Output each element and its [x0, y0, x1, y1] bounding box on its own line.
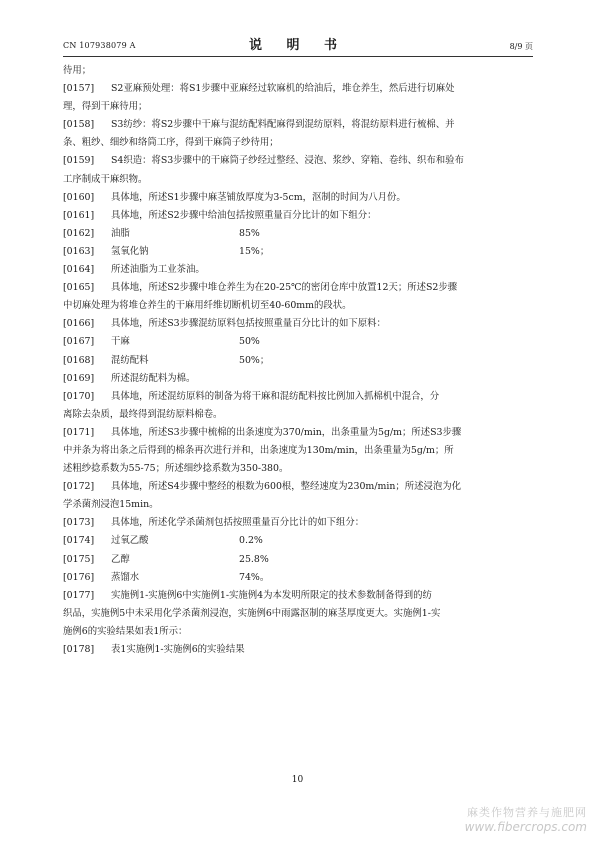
component-row	[63, 243, 535, 261]
paragraph	[63, 388, 535, 406]
paragraph-number: [0163]	[63, 245, 95, 257]
paragraph-continuation	[63, 605, 535, 623]
paragraph-number: [0176]	[63, 571, 95, 583]
patent-number: CN 107938079 A	[63, 41, 136, 50]
paragraph-number: [0169]	[63, 372, 95, 384]
paragraph-number: [0165]	[63, 282, 95, 294]
paragraph-text: 具体地，所述S3步骤中梳棉的出条速度为370/min，出条重量为5g/m；所述S3步骤	[111, 426, 462, 438]
paragraph	[63, 152, 535, 170]
component-row	[63, 352, 535, 370]
paragraph	[63, 207, 535, 225]
paragraph-continuation	[63, 623, 535, 641]
paragraph-continuation	[63, 460, 535, 478]
paragraph-text: 具体地，所述S2步骤中堆仓养生为在20-25℃的密闭仓库中放置12天；所述S2步骤	[111, 282, 458, 294]
watermark	[465, 804, 587, 834]
paragraph	[63, 189, 535, 207]
component-name: 过氧乙酸	[111, 535, 149, 547]
component-value: 85%	[239, 227, 260, 239]
paragraph-text: 所述混纺配料为棉。	[111, 372, 196, 384]
component-row	[63, 569, 535, 587]
component-row	[63, 333, 535, 351]
paragraph-text: 中并条为将出条之后得到的棉条再次进行并和，出条速度为130m/min，出条重量为5g/m；所	[63, 444, 454, 456]
component-name: 乙醇	[111, 553, 130, 565]
paragraph	[63, 279, 535, 297]
paragraph-number: [0159]	[63, 155, 95, 167]
paragraph	[63, 424, 535, 442]
paragraph-text: 具体地，所述S3步骤混纺原料包括按照重量百分比计的如下原料：	[111, 318, 386, 330]
paragraph-text: S3纺纱：将S2步骤中干麻与混纺配料配麻得到混纺原料，将混纺原料进行梳棉、并	[111, 119, 455, 131]
component-name: 干麻	[111, 336, 130, 348]
paragraph-continuation	[63, 134, 535, 152]
paragraph-text: 待用；	[63, 65, 92, 76]
paragraph	[63, 587, 535, 605]
paragraph-text: 理，得到干麻待用；	[63, 101, 148, 113]
paragraph-number: [0168]	[63, 354, 95, 366]
paragraph-number: [0164]	[63, 264, 95, 276]
document-body	[63, 62, 535, 659]
paragraph-text: 具体地，所述S1步骤中麻茎铺放厚度为3-5cm，沤制的时间为八月份。	[111, 191, 406, 203]
paragraph-text: S4织造：将S3步骤中的干麻筒子纱经过整经、浸泡、浆纱、穿箱、卷纬、织布和验布	[111, 155, 464, 167]
paragraph-continuation	[63, 98, 535, 116]
paragraph-continuation	[63, 171, 535, 189]
paragraph-number: [0175]	[63, 553, 95, 565]
paragraph	[63, 315, 535, 333]
paragraph	[63, 370, 535, 388]
component-value: 15%；	[239, 245, 270, 257]
paragraph-text: 织品，实施例5中未采用化学杀菌剂浸泡，实施例6中雨露沤制的麻茎厚度更大。实施例1-实	[63, 607, 441, 619]
paragraph	[63, 62, 535, 80]
paragraph-text: 学杀菌剂浸泡15min。	[63, 499, 159, 511]
paragraph-text: 施例6的实验结果如表1所示：	[63, 625, 188, 637]
page-indicator: 8/9 页	[509, 42, 533, 51]
paragraph-number: [0177]	[63, 589, 95, 601]
paragraph-number: [0162]	[63, 227, 95, 239]
component-value: 50%	[239, 336, 260, 348]
document-title: 说 明 书	[248, 38, 348, 53]
paragraph	[63, 514, 535, 532]
component-value: 0.2%	[239, 535, 263, 547]
page-header	[63, 34, 533, 54]
component-name: 氢氧化钠	[111, 245, 149, 257]
component-row	[63, 551, 535, 569]
paragraph	[63, 80, 535, 98]
component-name: 油脂	[111, 227, 130, 239]
paragraph-text: 具体地，所述S2步骤中给油包括按照重量百分比计的如下组分：	[111, 209, 377, 221]
paragraph-text: 离除去杂质，最终得到混纺原料棉卷。	[63, 408, 223, 420]
paragraph-number: [0161]	[63, 209, 95, 221]
paragraph-text: 条、粗纱、细纱和络筒工序，得到干麻筒子纱待用；	[63, 137, 279, 149]
paragraph-continuation	[63, 297, 535, 315]
component-row	[63, 225, 535, 243]
paragraph	[63, 641, 535, 659]
paragraph-text: 具体地，所述化学杀菌剂包括按照重量百分比计的如下组分：	[111, 517, 365, 529]
component-name: 蒸馏水	[111, 571, 140, 583]
paragraph-number: [0157]	[63, 83, 95, 95]
paragraph-text: 实施例1-实施例6中实施例1-实施例4为本发明所限定的技术参数制备得到的纺	[111, 589, 432, 601]
paragraph-number: [0167]	[63, 336, 95, 348]
paragraph-continuation	[63, 496, 535, 514]
paragraph-number: [0171]	[63, 426, 95, 438]
component-value: 50%；	[239, 354, 270, 366]
page-number: 10	[291, 775, 304, 785]
component-row	[63, 532, 535, 550]
paragraph	[63, 478, 535, 496]
paragraph-number: [0174]	[63, 535, 95, 547]
component-value: 74%。	[239, 571, 270, 583]
paragraph-number: [0160]	[63, 191, 95, 203]
paragraph-number: [0166]	[63, 318, 95, 330]
paragraph	[63, 116, 535, 134]
component-name: 混纺配料	[111, 354, 149, 366]
paragraph-text: 具体地，所述混纺原料的制备为将干麻和混纺配料按比例加入抓棉机中混合，分	[111, 390, 440, 402]
paragraph-text: S2亚麻预处理：将S1步骤中亚麻经过软麻机的给油后，堆仓养生，然后进行切麻处	[111, 83, 455, 95]
paragraph-text: 具体地，所述S4步骤中整经的根数为600根，整经速度为230m/min；所述浸泡为化	[111, 481, 462, 493]
header-divider	[63, 56, 533, 57]
watermark-text: 麻类作物营养与施肥网	[467, 806, 587, 819]
paragraph-number: [0173]	[63, 517, 95, 529]
paragraph-number: [0172]	[63, 481, 95, 493]
paragraph	[63, 261, 535, 279]
paragraph-continuation	[63, 442, 535, 460]
paragraph-continuation	[63, 406, 535, 424]
paragraph-number: [0170]	[63, 390, 95, 402]
paragraph-text: 表1实施例1-实施例6的实验结果	[111, 644, 245, 655]
paragraph-number: [0178]	[63, 644, 95, 655]
paragraph-number: [0158]	[63, 119, 95, 131]
paragraph-text: 工序制成干麻织物。	[63, 173, 148, 185]
paragraph-text: 中切麻处理为将堆仓养生的干麻用纤维切断机切至40-60mm的段状。	[63, 300, 352, 312]
component-value: 25.8%	[239, 553, 269, 565]
paragraph-text: 述粗纱捻系数为55-75；所述细纱捻系数为350-380。	[63, 463, 289, 475]
paragraph-text: 所述油脂为工业茶油。	[111, 264, 205, 276]
watermark-url: www.fibercrops.com	[464, 820, 587, 834]
